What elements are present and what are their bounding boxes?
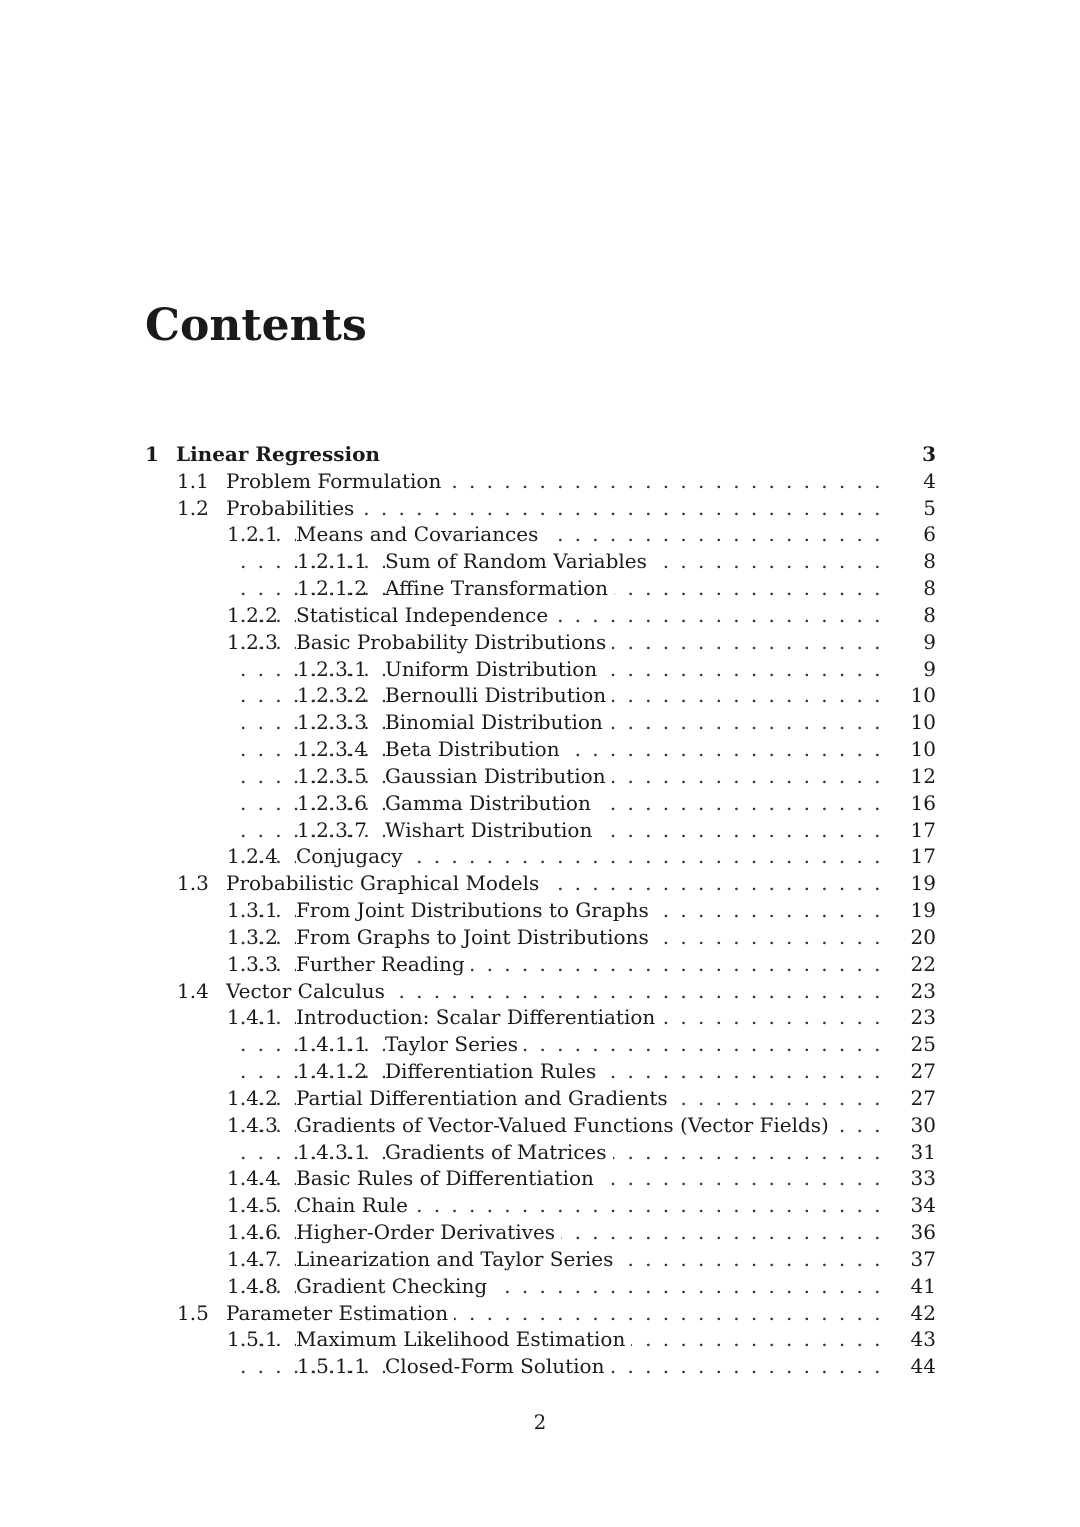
toc-section-entry[interactable] [0, 656, 1080, 683]
toc-entry-page: 27 [910, 1059, 936, 1084]
toc-entry-number: 1.2.1.2 [297, 576, 367, 601]
toc-entry-page: 10 [910, 683, 936, 708]
toc-section-entry[interactable] [0, 978, 1080, 1005]
toc-entry-page: 37 [910, 1246, 936, 1271]
toc-entry-page: 25 [910, 1032, 936, 1057]
toc-section-entry[interactable] [0, 575, 1080, 602]
toc-section-entry[interactable] [0, 843, 1080, 870]
toc-entry-page: 3 [922, 442, 936, 466]
toc-entry-number: 1.2.3.4 [297, 737, 367, 762]
toc-entry-title: Probabilistic Graphical Models [226, 870, 545, 897]
toc-entry-title: Conjugacy [296, 843, 409, 870]
toc-entry-number: 1.2.1 [227, 522, 278, 547]
toc-section-entry[interactable] [0, 1246, 1080, 1273]
toc-entry-number: 1.2.3.5 [297, 763, 367, 788]
toc-entry-title: Basic Probability Distributions [296, 629, 612, 656]
toc-entry-page: 30 [910, 1112, 936, 1137]
toc-entry-title: Affine Transformation [385, 575, 614, 602]
toc-entry-title: Statistical Independence [296, 602, 554, 629]
toc-entry-page: 19 [910, 898, 936, 923]
toc-entry-title: From Graphs to Joint Distributions [296, 924, 655, 951]
toc-section-entry[interactable] [0, 709, 1080, 736]
toc-section-entry[interactable] [0, 1326, 1080, 1353]
table-of-contents [0, 441, 1080, 1380]
toc-section-entry[interactable] [0, 1085, 1080, 1112]
toc-entry-page: 17 [910, 844, 936, 869]
toc-entry-page: 34 [910, 1193, 936, 1218]
toc-section-entry[interactable] [0, 468, 1080, 495]
toc-entry-page: 27 [910, 1085, 936, 1110]
toc-entry-number: 1.4.3.1 [297, 1139, 367, 1164]
toc-entry-title: Vector Calculus [226, 978, 391, 1005]
toc-entry-title: Gradients of Matrices [385, 1139, 613, 1166]
toc-entry-page: 44 [910, 1354, 936, 1379]
toc-entry-page: 17 [910, 817, 936, 842]
toc-entry-title: Higher-Order Derivatives [296, 1219, 561, 1246]
toc-entry-number: 1.2.2 [227, 602, 278, 627]
toc-entry-number: 1.1 [177, 468, 209, 493]
toc-entry-number: 1.2.3 [227, 629, 278, 654]
toc-section-entry[interactable] [0, 763, 1080, 790]
toc-section-entry[interactable] [0, 790, 1080, 817]
toc-entry-title: Further Reading [296, 951, 471, 978]
toc-entry-number: 1.2 [177, 495, 209, 520]
toc-entry-title: Probabilities [226, 495, 360, 522]
toc-entry-page: 31 [910, 1139, 936, 1164]
toc-entry-number: 1.4.6 [227, 1220, 278, 1245]
toc-entry-title: Gradients of Vector-Valued Functions (Vector Fields) [296, 1112, 835, 1139]
toc-entry-number: 1 [145, 442, 159, 466]
toc-entry-title: Introduction: Scalar Differentiation [296, 1004, 661, 1031]
toc-entry-number: 1.2.4 [227, 844, 278, 869]
toc-entry-page: 9 [923, 629, 936, 654]
toc-entry-number: 1.2.3.1 [297, 656, 367, 681]
toc-entry-number: 1.4.3 [227, 1112, 278, 1137]
toc-entry-title: Parameter Estimation [226, 1300, 454, 1327]
toc-entry-number: 1.4.1.2 [297, 1059, 367, 1084]
toc-section-entry[interactable] [0, 924, 1080, 951]
toc-entry-number: 1.3.3 [227, 951, 278, 976]
page-title: Contents [145, 300, 367, 351]
toc-entry-title: Taylor Series [385, 1031, 524, 1058]
toc-entry-number: 1.4 [177, 978, 209, 1003]
toc-chapter-entry[interactable] [0, 441, 1080, 468]
toc-entry-number: 1.4.4 [227, 1166, 278, 1191]
toc-entry-title: Gamma Distribution [385, 790, 597, 817]
toc-section-entry[interactable] [0, 1031, 1080, 1058]
toc-entry-number: 1.5.1.1 [297, 1354, 367, 1379]
toc-section-entry[interactable] [0, 951, 1080, 978]
toc-entry-page: 10 [910, 737, 936, 762]
toc-entry-number: 1.5 [177, 1300, 209, 1325]
toc-entry-title: Linearization and Taylor Series [296, 1246, 619, 1273]
toc-entry-page: 6 [923, 522, 936, 547]
toc-section-entry[interactable] [0, 897, 1080, 924]
toc-entry-title: Binomial Distribution [385, 709, 609, 736]
toc-entry-title: Partial Differentiation and Gradients [296, 1085, 674, 1112]
toc-section-entry[interactable] [0, 548, 1080, 575]
toc-entry-page: 8 [923, 549, 936, 574]
toc-entry-title: Linear Regression [176, 441, 386, 468]
toc-section-entry[interactable] [0, 1353, 1080, 1380]
toc-entry-number: 1.4.1 [227, 1005, 278, 1030]
toc-entry-title: Maximum Likelihood Estimation [296, 1326, 631, 1353]
toc-section-entry[interactable] [0, 602, 1080, 629]
toc-entry-page: 41 [910, 1273, 936, 1298]
toc-section-entry[interactable] [0, 1004, 1080, 1031]
toc-entry-page: 22 [910, 951, 936, 976]
toc-entry-number: 1.4.2 [227, 1085, 278, 1110]
toc-entry-number: 1.4.7 [227, 1246, 278, 1271]
toc-entry-page: 19 [910, 871, 936, 896]
toc-section-entry[interactable] [0, 1165, 1080, 1192]
toc-section-entry[interactable] [0, 870, 1080, 897]
toc-entry-page: 9 [923, 656, 936, 681]
toc-section-entry[interactable] [0, 521, 1080, 548]
toc-entry-page: 33 [910, 1166, 936, 1191]
toc-entry-number: 1.3 [177, 871, 209, 896]
toc-entry-title: Chain Rule [296, 1192, 414, 1219]
toc-section-entry[interactable] [0, 682, 1080, 709]
toc-entry-page: 8 [923, 602, 936, 627]
toc-entry-number: 1.2.3.6 [297, 790, 367, 815]
toc-entry-page: 5 [923, 495, 936, 520]
toc-entry-page: 10 [910, 710, 936, 735]
toc-section-entry[interactable] [0, 495, 1080, 522]
toc-entry-title: Wishart Distribution [385, 817, 598, 844]
toc-section-entry[interactable] [0, 736, 1080, 763]
toc-entry-page: 43 [910, 1327, 936, 1352]
toc-entry-title: Sum of Random Variables [385, 548, 653, 575]
toc-entry-page: 23 [910, 1005, 936, 1030]
toc-entry-page: 16 [910, 790, 936, 815]
toc-entry-number: 1.2.3.3 [297, 710, 367, 735]
toc-entry-title: Uniform Distribution [385, 656, 603, 683]
toc-entry-number: 1.2.3.7 [297, 817, 367, 842]
toc-section-entry[interactable] [0, 1300, 1080, 1327]
toc-entry-page: 20 [910, 924, 936, 949]
toc-entry-title: Basic Rules of Differentiation [296, 1165, 600, 1192]
toc-entry-page: 4 [923, 468, 936, 493]
toc-section-entry[interactable] [0, 629, 1080, 656]
toc-entry-number: 1.2.3.2 [297, 683, 367, 708]
toc-entry-page: 42 [910, 1300, 936, 1325]
toc-entry-page: 12 [910, 763, 936, 788]
toc-entry-title: Beta Distribution [385, 736, 566, 763]
toc-entry-number: 1.4.5 [227, 1193, 278, 1218]
toc-entry-page: 36 [910, 1220, 936, 1245]
toc-entry-title: Gaussian Distribution [385, 763, 612, 790]
toc-entry-page: 23 [910, 978, 936, 1003]
toc-section-entry[interactable] [0, 1192, 1080, 1219]
toc-entry-number: 1.3.2 [227, 924, 278, 949]
toc-entry-title: Bernoulli Distribution [385, 682, 612, 709]
toc-entry-number: 1.5.1 [227, 1327, 278, 1352]
toc-section-entry[interactable] [0, 1112, 1080, 1139]
toc-entry-title: Gradient Checking [296, 1273, 493, 1300]
toc-dot-leader [240, 1031, 884, 1058]
toc-entry-title: Differentiation Rules [385, 1058, 602, 1085]
toc-entry-number: 1.3.1 [227, 898, 278, 923]
toc-entry-title: Closed-Form Solution [385, 1353, 610, 1380]
toc-entry-title: From Joint Distributions to Graphs [296, 897, 655, 924]
toc-entry-title: Problem Formulation [226, 468, 447, 495]
toc-entry-title: Means and Covariances [296, 521, 544, 548]
toc-entry-page: 8 [923, 576, 936, 601]
toc-section-entry[interactable] [0, 1058, 1080, 1085]
toc-section-entry[interactable] [0, 1219, 1080, 1246]
page-number: 2 [533, 1410, 547, 1434]
toc-section-entry[interactable] [0, 1273, 1080, 1300]
toc-entry-number: 1.4.1.1 [297, 1032, 367, 1057]
toc-section-entry[interactable] [0, 817, 1080, 844]
toc-entry-number: 1.4.8 [227, 1273, 278, 1298]
toc-section-entry[interactable] [0, 1139, 1080, 1166]
toc-entry-number: 1.2.1.1 [297, 549, 367, 574]
